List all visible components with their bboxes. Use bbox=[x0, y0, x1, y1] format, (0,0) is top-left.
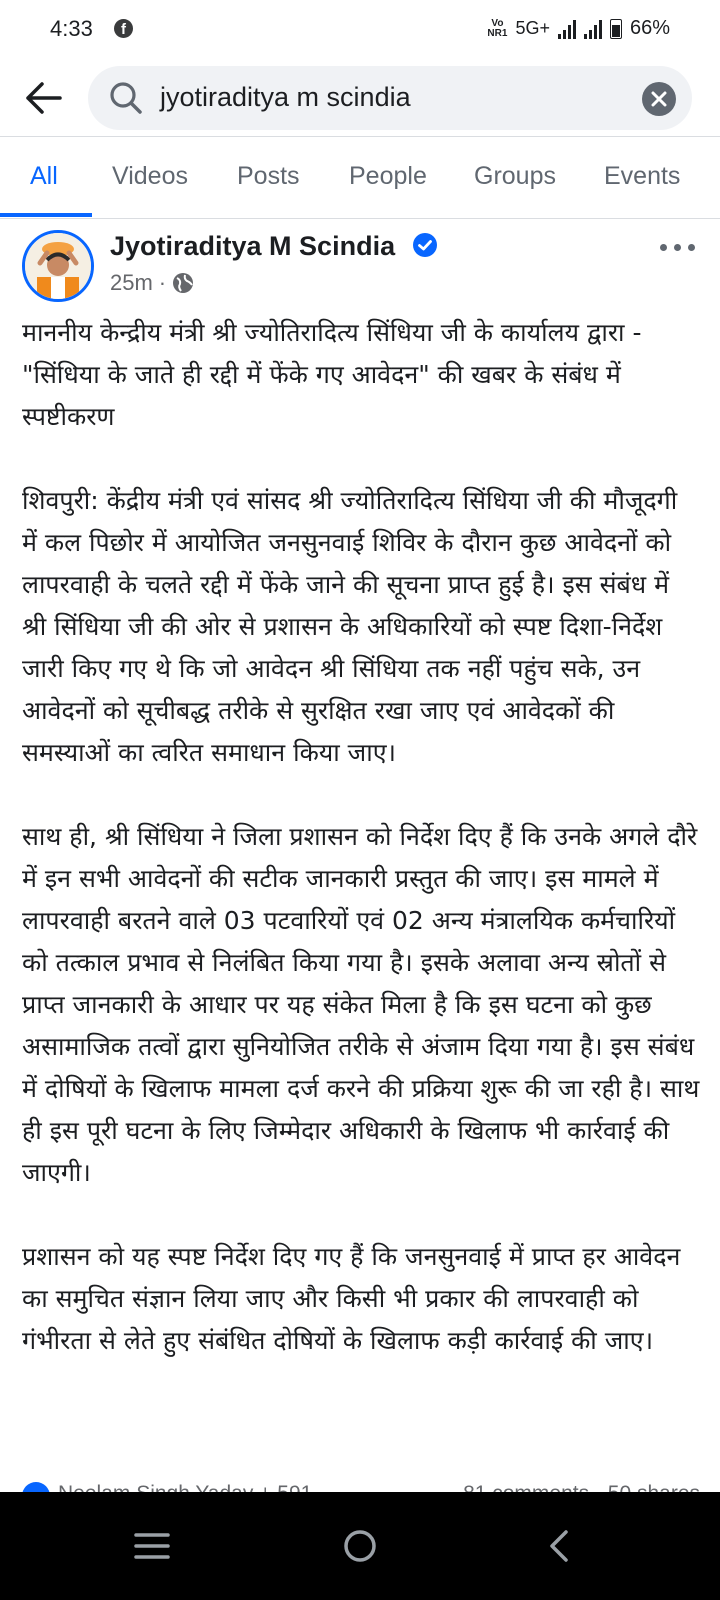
tab-all[interactable]: All bbox=[30, 162, 58, 190]
active-tab-indicator bbox=[0, 213, 92, 217]
clear-icon bbox=[651, 91, 667, 107]
search-filter-tabs bbox=[0, 140, 720, 218]
tab-groups[interactable]: Groups bbox=[474, 162, 556, 190]
search-header bbox=[0, 62, 720, 136]
post-body bbox=[22, 312, 700, 1404]
navigation-bar bbox=[0, 1492, 720, 1600]
volte-indicator bbox=[487, 19, 507, 39]
nav-back-icon[interactable] bbox=[530, 1522, 590, 1570]
carrier-top: Vo bbox=[491, 17, 504, 29]
tabs-divider bbox=[0, 218, 720, 219]
battery-percent: 66% bbox=[629, 17, 670, 39]
tab-people[interactable]: People bbox=[349, 162, 427, 190]
post-time[interactable]: 25m bbox=[110, 270, 153, 295]
home-icon[interactable] bbox=[330, 1522, 390, 1570]
post-paragraph: माननीय केन्द्रीय मंत्री श्री ज्योतिरादित्य सिंधिया जी के कार्यालय द्वारा - "सिंधिया के जाते ही रद्दी में फेंके गए आवेदन" की खबर के संबंध में स्पष्टीकरण bbox=[22, 318, 642, 431]
back-arrow-icon[interactable] bbox=[20, 76, 68, 120]
signal-icon bbox=[558, 19, 576, 39]
search-query[interactable]: jyotiraditya m scindia bbox=[160, 82, 411, 112]
search-input[interactable] bbox=[88, 66, 692, 130]
verified-badge-icon bbox=[412, 232, 438, 258]
globe-icon bbox=[172, 272, 194, 294]
clear-search-button[interactable] bbox=[642, 82, 676, 116]
tab-videos[interactable]: Videos bbox=[112, 162, 188, 190]
more-options-button[interactable] bbox=[658, 238, 698, 258]
facebook-notification-icon: f bbox=[114, 19, 133, 38]
tab-posts[interactable]: Posts bbox=[237, 162, 300, 190]
battery-icon bbox=[610, 19, 622, 39]
recents-icon[interactable] bbox=[122, 1522, 182, 1570]
post-paragraph: साथ ही, श्री सिंधिया ने जिला प्रशासन को निर्देश दिए हैं कि उनके अगले दौरे में इन सभी आवेदनों की सटीक जानकारी प्रस्तुत की जाए। इस मामले में लापरवाही बरतने वाले 03 पटवारियों एवं 02 अन्य मंत्रालयिक कर्मचारियों को तत्काल प्रभाव से निलंबित किया गया है। इसके अलावा अन्य स्रोतों से प्राप्त जानकारी के आधार पर यह संकेत मिला है कि इस घटना को कुछ असामाजिक तत्वों द्वारा सुनियोजित तरीके से अंजाम दिया गया है। इस संबंध में दोषियों के खिलाफ मामला दर्ज करने की प्रक्रिया शुरू की जा रही है। साथ ही इस पूरी घटना के लिए जिम्मेदार अधिकारी के खिलाफ भी कार्रवाई की जाएगी। bbox=[22, 822, 700, 1187]
carrier-bottom: NR1 bbox=[487, 27, 508, 39]
author-name[interactable]: Jyotiraditya M Scindia bbox=[110, 231, 396, 261]
search-icon bbox=[108, 80, 144, 116]
tab-events[interactable]: Events bbox=[604, 162, 681, 190]
status-time: 4:33 bbox=[50, 16, 93, 41]
signal-icon-2 bbox=[584, 19, 602, 39]
status-bar bbox=[0, 0, 720, 60]
header-divider bbox=[0, 136, 720, 137]
post-paragraph: शिवपुरी: केंद्रीय मंत्री एवं सांसद श्री ज्योतिरादित्य सिंधिया जी की मौजूदगी में कल पिछोर में आयोजित जनसुनवाई शिविर के दौरान कुछ आवेदनों को लापरवाही के चलते रद्दी में फेंके जाने की सूचना प्राप्त हुई है। इस संबंध में श्री सिंधिया जी की ओर से प्रशासन के अधिकारियों को स्पष्ट दिशा-निर्देश जारी किए गए थे कि जो आवेदन श्री सिंधिया तक नहीं पहुंच सके, उन आवेदनों को सूचीबद्ध तरीके से सुरक्षित रखा जाए एवं आवेदकों की समस्याओं का त्वरित समाधान किया जाए। bbox=[22, 486, 678, 767]
post-meta bbox=[110, 270, 194, 296]
post-header bbox=[0, 228, 720, 308]
network-type: 5G+ bbox=[515, 18, 550, 38]
status-icons bbox=[487, 17, 670, 40]
post-paragraph: प्रशासन को यह स्पष्ट निर्देश दिए गए हैं कि जनसुनवाई में प्राप्त हर आवेदन का समुचित संज्ञान लिया जाए और किसी भी प्रकार की लापरवाही को गंभीरता से लेते हुए संबंधित दोषियों के खिलाफ कड़ी कार्रवाई की जाए। bbox=[22, 1242, 681, 1355]
avatar[interactable] bbox=[22, 230, 94, 302]
meta-separator: · bbox=[158, 270, 167, 295]
